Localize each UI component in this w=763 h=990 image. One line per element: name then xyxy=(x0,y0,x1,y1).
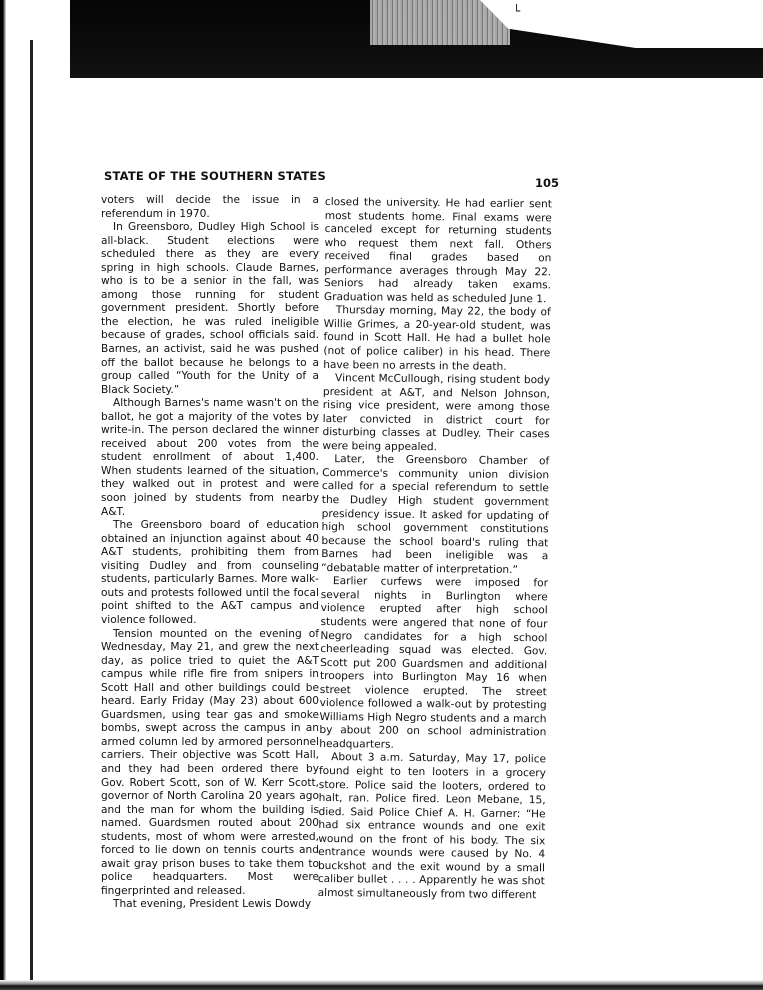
scan-mark-icon: └ xyxy=(513,4,521,18)
right-text-column xyxy=(318,196,552,903)
paragraph: Later, the Greensboro Chamber of Commerce's community union division called for a special referendum to settle the Dudley High student government presidency issue. It asked for updating of high school government constitutions because the school board's ruling that Barnes had been ineligible was a “debatable matter of interpretation.” xyxy=(321,453,550,576)
scan-left-edge xyxy=(0,0,70,990)
paragraph: voters will decide the issue in a referendum in 1970. xyxy=(101,194,319,220)
paragraph: In Greensboro, Dudley High School is all-black. Student elections were scheduled there as they are every spring in high schools. Claude Barnes, who is to be a senior in the fall, was among those running for student government president. Shortly before the election, he was ruled ineligible because of grades, school officials said. Barnes, an activist, said he was pushed off the ballot because he belongs to a group called “Youth for the Unity of a Black Society.” xyxy=(101,221,319,396)
paragraph: The Greensboro board of education obtained an injunction against about 40 A&T students, prohibiting them from visiting Dudley and from counseling students, particularly Barnes. More walk-outs and protests followed until the focal point shifted to the A&T campus and violence followed. xyxy=(101,519,319,626)
paragraph: Although Barnes's name wasn't on the ballot, he got a majority of the votes by write-in. The person declared the winner received about 200 votes from the student enrollment of about 1,400. When students learned of the situation, they walked out in protest and were soon joined by students from nearby A&T. xyxy=(101,397,319,518)
running-header-title: STATE OF THE SOUTHERN STATES xyxy=(104,169,326,183)
left-text-column xyxy=(101,194,319,912)
paragraph: Earlier curfews were imposed for several nights in Burlington where violence erupted after high school students were angered that none of four Negro candidates for a high school cheerleading squad was elected. Gov. Scott put 200 Guardsmen and additional troopers into Burlington May 16 when street violence erupted. The street violence followed a walk-out by protesting Williams High Negro students and a march by about 200 on school administration headquarters. xyxy=(319,575,549,751)
binding-line xyxy=(30,40,33,990)
scan-bottom-edge xyxy=(0,980,763,990)
paragraph: Thursday morning, May 22, the body of Willie Grimes, a 20-year-old student, was found in Scott Hall. He had a bullet hole (not of police caliber) in his head. There have been no arrests in the death. xyxy=(323,304,551,373)
paragraph: Tension mounted on the evening of Wednesday, May 21, and grew the next day, as police tried to quiet the A&T campus while rifle fire from snipers in Scott Hall and other buildings could be heard. Early Friday (May 23) about 600 Guardsmen, using tear gas and smoke bombs, swept across the campus in an armed column led by armored personnel carriers. Their objective was Scott Hall, and they had been ordered there by Gov. Robert Scott, son of W. Kerr Scott, governor of North Carolina 20 years ago and the man for whom the building is named. Guardsmen routed about 200 students, most of whom were arrested, forced to lie down on tennis courts and await gray prison buses to take them to police headquarters. Most were fingerprinted and released. xyxy=(101,627,319,897)
page-number: 105 xyxy=(535,176,560,190)
paragraph: closed the university. He had earlier sent most students home. Final exams were canceled except for returning students who request them next fall. Others received final grades based on performance averages through May 22. Seniors had already taken exams. Graduation was held as scheduled June 1. xyxy=(323,196,552,306)
paragraph: Vincent McCullough, rising student body president at A&T, and Nelson Johnson, rising vice president, were among those later convicted in district court for disturbing classes at Dudley. Their cases were being appealed. xyxy=(322,372,551,454)
paragraph: About 3 a.m. Saturday, May 17, police found eight to ten looters in a grocery store. Police said the looters, ordered to halt, ran. Police fired. Leon Mebane, 15, died. Said Police Chief A. H. Garner: “He had six entrance wounds and one exit wound on the front of his body. The six entrance wounds were caused by No. 4 buckshot and the exit wound by a small caliber bullet . . . . Apparently he was shot almost simultaneously from two different xyxy=(317,751,547,902)
paragraph: That evening, President Lewis Dowdy xyxy=(113,898,312,911)
